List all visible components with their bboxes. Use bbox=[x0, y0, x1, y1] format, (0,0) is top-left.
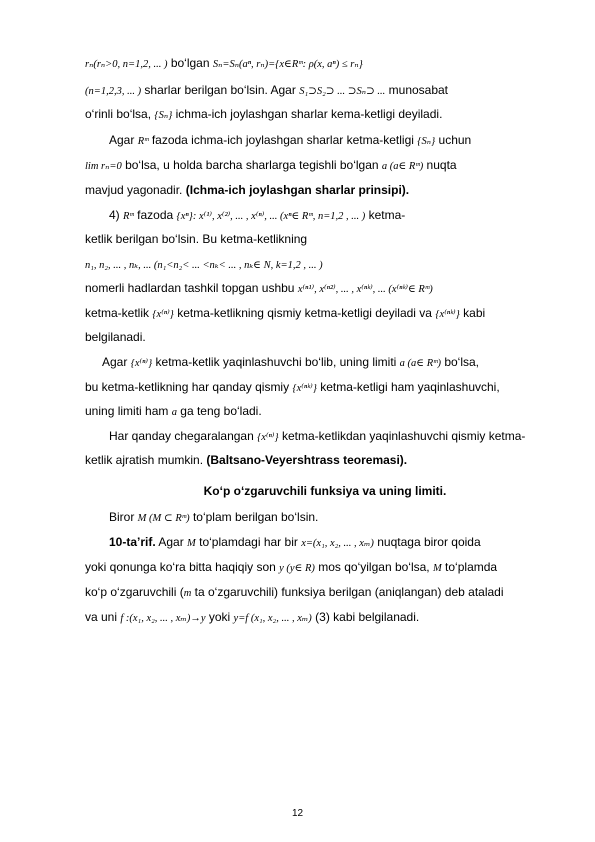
text: ketma- bbox=[365, 208, 406, 222]
line-definition-10 bbox=[85, 535, 589, 551]
line-bolzano bbox=[85, 453, 565, 467]
text: nuqta bbox=[423, 158, 457, 172]
line-subsequence-def bbox=[85, 306, 565, 322]
formula: y=f (x₁, x₂, ... , xₘ) bbox=[233, 613, 312, 624]
text: Agar bbox=[102, 355, 131, 369]
formula: f :(x₁, x₂, ... , xₘ)→y bbox=[120, 613, 206, 624]
line-item-4 bbox=[85, 208, 589, 224]
formula: a bbox=[171, 407, 177, 418]
formula: rₙ(rₙ>0, n=1,2, ... ) bbox=[85, 59, 168, 70]
text: to‘plamdagi har bir bbox=[195, 535, 302, 549]
text: ketma-ketlik yaqinlashuvchi bo‘lib, uning limiti bbox=[152, 355, 400, 369]
text: ketma-ketlik bbox=[85, 306, 153, 320]
formula: y (y∈ R) bbox=[279, 563, 315, 574]
text: 4) bbox=[109, 208, 124, 222]
text: Biror bbox=[109, 510, 138, 524]
formula: {xⁿ}: x⁽¹⁾, x⁽²⁾, ... , x⁽ⁿ⁾, ... (xⁿ∈ Rᵐ, n=1,2 , ... ) bbox=[176, 211, 366, 222]
heading-text: Ko‘p o‘zgaruvchili funksiya va uning limiti. bbox=[203, 484, 447, 498]
line-notation bbox=[85, 610, 565, 626]
formula: {x⁽ⁿᵏ⁾} bbox=[292, 383, 317, 394]
text: ichma-ich joylashgan sharlar kema-ketligi deyiladi. bbox=[172, 107, 443, 121]
text: bo‘lgan bbox=[167, 56, 213, 70]
formula: x=(x₁, x₂, ... , xₘ) bbox=[301, 538, 374, 549]
text: Agar bbox=[109, 133, 138, 147]
text: ketma-ketlikning qismiy ketma-ketligi deyiladi va bbox=[173, 306, 436, 320]
text: ketlik ajratish mumkin. bbox=[85, 453, 207, 467]
formula: M bbox=[432, 563, 442, 574]
text: va uni bbox=[85, 610, 121, 624]
formula: Rᵐ bbox=[123, 211, 134, 222]
text: uchun bbox=[435, 133, 472, 147]
text: yoki qonunga ko‘ra bitta haqiqiy son bbox=[85, 560, 280, 574]
text: ko‘p o‘zgaruvchili ( bbox=[85, 585, 184, 599]
line-sequence-given bbox=[85, 232, 565, 246]
text: nomerli hadlardan tashkil topgan ushbu bbox=[85, 281, 298, 295]
text: ketma-ketligi ham yaqinlashuvchi, bbox=[316, 380, 500, 394]
text: belgilanadi. bbox=[85, 330, 146, 344]
bold-text: (Ichma-ich joylashgan sharlar prinsipi). bbox=[185, 183, 410, 197]
text: fazoda bbox=[133, 208, 177, 222]
text: bu ketma-ketlikning har qanday qismiy bbox=[85, 380, 293, 394]
line-limit-a bbox=[85, 404, 565, 420]
page-number: 12 bbox=[291, 808, 304, 819]
formula: m bbox=[183, 588, 192, 599]
text: to‘plam berilgan bo‘lsin. bbox=[189, 510, 319, 524]
formula: n₁, n₂, ... , nₖ, ... (n₁<n₂< ... <nₖ< ... , nₖ∈ N, k=1,2 , ... ) bbox=[85, 260, 323, 271]
formula: {x⁽ⁿᵏ⁾} bbox=[435, 309, 460, 320]
text: uning limiti ham bbox=[85, 404, 172, 418]
line-limit-condition bbox=[85, 158, 565, 174]
text: nuqtaga biror qoida bbox=[373, 535, 481, 549]
text: kabi bbox=[459, 306, 486, 320]
bold-text: 10-ta’rif. bbox=[109, 535, 156, 549]
text: (3) kabi belgilanadi. bbox=[311, 610, 420, 624]
text: ga teng bo‘ladi. bbox=[176, 404, 262, 418]
line-function-defined bbox=[85, 585, 565, 601]
text: bo‘lsa, bbox=[440, 355, 480, 369]
line-indices bbox=[85, 257, 565, 273]
bold-text: (Baltsano-Veyershtrass teoremasi). bbox=[206, 453, 408, 467]
formula: a (a∈ Rᵐ) bbox=[399, 358, 441, 369]
text: sharlar berilgan bo‘lsin. Agar bbox=[141, 83, 300, 97]
line-agar-rm bbox=[85, 133, 589, 149]
text: Agar bbox=[155, 535, 188, 549]
formula: S₁⊃S₂⊃ ... ⊃Sₙ⊃ ... bbox=[299, 86, 386, 97]
line-subsequence bbox=[85, 281, 565, 297]
line-set-m bbox=[85, 510, 589, 526]
text: bo‘lsa, u holda barcha sharlarga tegishli bo‘lgan bbox=[121, 158, 382, 172]
formula: lim rₙ=0 bbox=[85, 161, 122, 172]
formula: M bbox=[187, 538, 196, 549]
text: ta o‘zgaruvchili) funksiya berilgan (aniqlangan) deb ataladi bbox=[191, 585, 504, 599]
section-heading bbox=[85, 484, 565, 498]
line-bounded bbox=[85, 429, 589, 445]
formula: M (M ⊂ Rᵐ) bbox=[137, 513, 190, 524]
text: fazoda ichma-ich joylashgan sharlar ketma-ketligi bbox=[148, 133, 418, 147]
formula: Rᵐ bbox=[137, 136, 149, 147]
text: mavjud yagonadir. bbox=[85, 183, 186, 197]
line-denoted bbox=[85, 330, 565, 344]
text: mos qo‘yilgan bo‘lsa, bbox=[314, 560, 433, 574]
line-convergent bbox=[85, 355, 582, 371]
line-real-number bbox=[85, 560, 565, 576]
formula: {Sₙ} bbox=[417, 136, 436, 147]
formula: {x⁽ⁿ⁾} bbox=[257, 432, 279, 443]
formula: x⁽ⁿ¹⁾, x⁽ⁿ²⁾, ... , x⁽ⁿᵏ⁾, ... (x⁽ⁿᵏ⁾∈ Rᵐ) bbox=[297, 284, 433, 295]
formula: (n=1,2,3, ... ) bbox=[85, 86, 142, 97]
formula: a (a∈ Rᵐ) bbox=[381, 161, 424, 172]
line-nested-spheres bbox=[85, 107, 565, 123]
text: ketma-ketlikdan yaqinlashuvchi qismiy ketma- bbox=[278, 429, 526, 443]
line-any-subsequence bbox=[85, 380, 565, 396]
text: yoki bbox=[205, 610, 234, 624]
text: to‘plamda bbox=[441, 560, 498, 574]
formula: Sₙ=Sₙ(aⁿ, rₙ)={x∈Rᵐ: ρ(x, aⁿ) ≤ rₙ} bbox=[212, 59, 363, 70]
text: o‘rinli bo‘lsa, bbox=[85, 107, 155, 121]
text: munosabat bbox=[385, 83, 449, 97]
text: Har qanday chegaralangan bbox=[109, 429, 258, 443]
formula: {Sₙ} bbox=[154, 110, 173, 121]
line-principle bbox=[85, 183, 565, 197]
formula: {x⁽ⁿ⁾} bbox=[152, 309, 174, 320]
line-sphere-sequence bbox=[85, 83, 565, 99]
formula: {x⁽ⁿ⁾} bbox=[130, 358, 153, 369]
text: ketlik berilgan bo‘lsin. Bu ketma-ketlikning bbox=[85, 232, 308, 246]
line-sphere-definition bbox=[85, 56, 565, 72]
